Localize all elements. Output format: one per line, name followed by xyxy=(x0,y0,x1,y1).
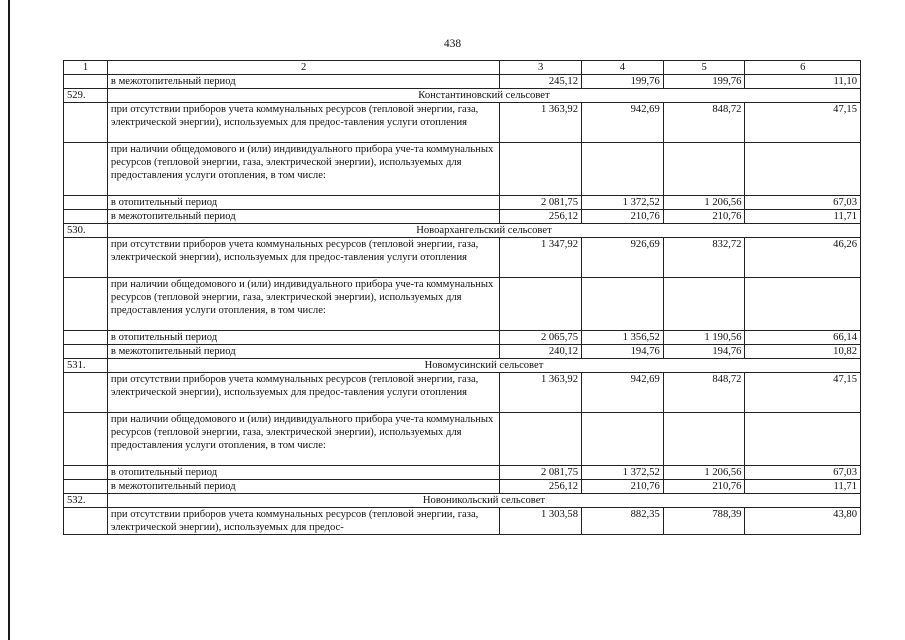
value-col-4: 942,69 xyxy=(582,103,664,143)
row-description: при отсутствии приборов учета коммунальных ресурсов (тепловой энергии, газа, электрической энергии), используемых для предос- xyxy=(107,508,499,535)
table-row xyxy=(64,103,861,143)
value-col-5: 1 190,56 xyxy=(663,331,745,345)
row-description: в межотопительный период xyxy=(107,345,499,359)
section-title: Новоархангельский сельсовет xyxy=(107,224,860,238)
value-col-6: 47,15 xyxy=(745,373,861,413)
value-col-6: 10,82 xyxy=(745,345,861,359)
row-number-cell xyxy=(64,508,108,535)
value-col-6: 11,71 xyxy=(745,210,861,224)
value-col-3: 2 081,75 xyxy=(500,196,582,210)
value-col-5: 832,72 xyxy=(663,238,745,278)
value-col-5: 788,39 xyxy=(663,508,745,535)
tariff-table xyxy=(63,60,861,535)
table-row xyxy=(64,373,861,413)
row-number-cell xyxy=(64,103,108,143)
row-description: при отсутствии приборов учета коммунальных ресурсов (тепловой энергии, газа, электрической энергии), используемых для предос-тавления услуги отопления xyxy=(107,103,499,143)
row-description: в межотопительный период xyxy=(107,75,499,89)
row-number-cell xyxy=(64,238,108,278)
row-description: в межотопительный период xyxy=(107,480,499,494)
value-col-4: 199,76 xyxy=(582,75,664,89)
row-number-cell xyxy=(64,210,108,224)
value-col-6: 43,80 xyxy=(745,508,861,535)
column-header-3: 3 xyxy=(500,61,582,75)
value-col-3: 1 303,58 xyxy=(500,508,582,535)
value-col-3: 256,12 xyxy=(500,210,582,224)
value-col-4: 882,35 xyxy=(582,508,664,535)
value-col-4: 942,69 xyxy=(582,373,664,413)
table-row xyxy=(64,75,861,89)
row-description: при наличии общедомового и (или) индивидуального прибора уче-та коммунальных ресурсов (тепловой энергии, газа, электрической энергии), используемых для предоставления услуги отопления, в том числе: xyxy=(107,413,499,466)
row-description: в межотопительный период xyxy=(107,210,499,224)
value-col-3 xyxy=(500,143,582,196)
row-description: в отопительный период xyxy=(107,466,499,480)
value-col-3: 2 081,75 xyxy=(500,466,582,480)
section-number: 530. xyxy=(64,224,108,238)
table-row xyxy=(64,413,861,466)
section-row xyxy=(64,494,861,508)
value-col-4 xyxy=(582,413,664,466)
row-description: в отопительный период xyxy=(107,331,499,345)
value-col-6: 46,26 xyxy=(745,238,861,278)
section-row xyxy=(64,89,861,103)
value-col-6 xyxy=(745,413,861,466)
row-number-cell xyxy=(64,466,108,480)
column-header-6: 6 xyxy=(745,61,861,75)
section-number: 531. xyxy=(64,359,108,373)
tariff-table-body xyxy=(64,61,861,535)
value-col-3: 1 363,92 xyxy=(500,373,582,413)
row-description: при отсутствии приборов учета коммунальных ресурсов (тепловой энергии, газа, электрической энергии), используемых для предос-тавления услуги отопления xyxy=(107,373,499,413)
value-col-6: 66,14 xyxy=(745,331,861,345)
value-col-5 xyxy=(663,413,745,466)
value-col-4 xyxy=(582,143,664,196)
table-row xyxy=(64,196,861,210)
row-description: при наличии общедомового и (или) индивидуального прибора уче-та коммунальных ресурсов (тепловой энергии, газа, электрической энергии), используемых для предоставления услуги отопления, в том числе: xyxy=(107,143,499,196)
value-col-6 xyxy=(745,278,861,331)
row-number-cell xyxy=(64,373,108,413)
value-col-5 xyxy=(663,143,745,196)
section-title: Новоникольский сельсовет xyxy=(107,494,860,508)
table-row xyxy=(64,143,861,196)
value-col-5 xyxy=(663,278,745,331)
value-col-4: 926,69 xyxy=(582,238,664,278)
value-col-5: 210,76 xyxy=(663,480,745,494)
row-description: при наличии общедомового и (или) индивидуального прибора уче-та коммунальных ресурсов (тепловой энергии, газа, электрической энергии), используемых для предоставления услуги отопления, в том числе: xyxy=(107,278,499,331)
row-number-cell xyxy=(64,413,108,466)
section-title: Константиновский сельсовет xyxy=(107,89,860,103)
value-col-3: 1 363,92 xyxy=(500,103,582,143)
table-row xyxy=(64,345,861,359)
value-col-5: 194,76 xyxy=(663,345,745,359)
value-col-6 xyxy=(745,143,861,196)
section-number: 532. xyxy=(64,494,108,508)
page-number: 438 xyxy=(443,38,462,50)
value-col-3 xyxy=(500,278,582,331)
value-col-4: 1 372,52 xyxy=(582,196,664,210)
value-col-4: 210,76 xyxy=(582,480,664,494)
value-col-6: 11,71 xyxy=(745,480,861,494)
value-col-6: 67,03 xyxy=(745,196,861,210)
value-col-4: 1 356,52 xyxy=(582,331,664,345)
column-header-2: 2 xyxy=(107,61,499,75)
value-col-5: 199,76 xyxy=(663,75,745,89)
table-row xyxy=(64,238,861,278)
value-col-4 xyxy=(582,278,664,331)
row-number-cell xyxy=(64,278,108,331)
value-col-6: 67,03 xyxy=(745,466,861,480)
value-col-4: 194,76 xyxy=(582,345,664,359)
table-row xyxy=(64,210,861,224)
row-number-cell xyxy=(64,143,108,196)
section-title: Новомусинский сельсовет xyxy=(107,359,860,373)
table-row xyxy=(64,466,861,480)
value-col-6: 47,15 xyxy=(745,103,861,143)
value-col-3: 1 347,92 xyxy=(500,238,582,278)
value-col-3 xyxy=(500,413,582,466)
table-row xyxy=(64,508,861,535)
value-col-5: 848,72 xyxy=(663,103,745,143)
value-col-4: 1 372,52 xyxy=(582,466,664,480)
section-row xyxy=(64,359,861,373)
section-number: 529. xyxy=(64,89,108,103)
row-description: при отсутствии приборов учета коммунальных ресурсов (тепловой энергии, газа, электрической энергии), используемых для предос-тавления услуги отопления xyxy=(107,238,499,278)
value-col-5: 210,76 xyxy=(663,210,745,224)
value-col-5: 1 206,56 xyxy=(663,466,745,480)
row-number-cell xyxy=(64,345,108,359)
row-description: в отопительный период xyxy=(107,196,499,210)
table-row xyxy=(64,331,861,345)
table-row xyxy=(64,278,861,331)
row-number-cell xyxy=(64,331,108,345)
row-number-cell xyxy=(64,196,108,210)
page-binding-edge xyxy=(8,0,10,640)
value-col-3: 2 065,75 xyxy=(500,331,582,345)
column-header-4: 4 xyxy=(582,61,664,75)
column-header-5: 5 xyxy=(663,61,745,75)
value-col-3: 240,12 xyxy=(500,345,582,359)
section-row xyxy=(64,224,861,238)
value-col-3: 245,12 xyxy=(500,75,582,89)
value-col-3: 256,12 xyxy=(500,480,582,494)
column-number-header-row xyxy=(64,61,861,75)
value-col-4: 210,76 xyxy=(582,210,664,224)
column-header-1: 1 xyxy=(64,61,108,75)
row-number-cell xyxy=(64,480,108,494)
value-col-5: 1 206,56 xyxy=(663,196,745,210)
value-col-6: 11,10 xyxy=(745,75,861,89)
row-number-cell xyxy=(64,75,108,89)
table-row xyxy=(64,480,861,494)
value-col-5: 848,72 xyxy=(663,373,745,413)
